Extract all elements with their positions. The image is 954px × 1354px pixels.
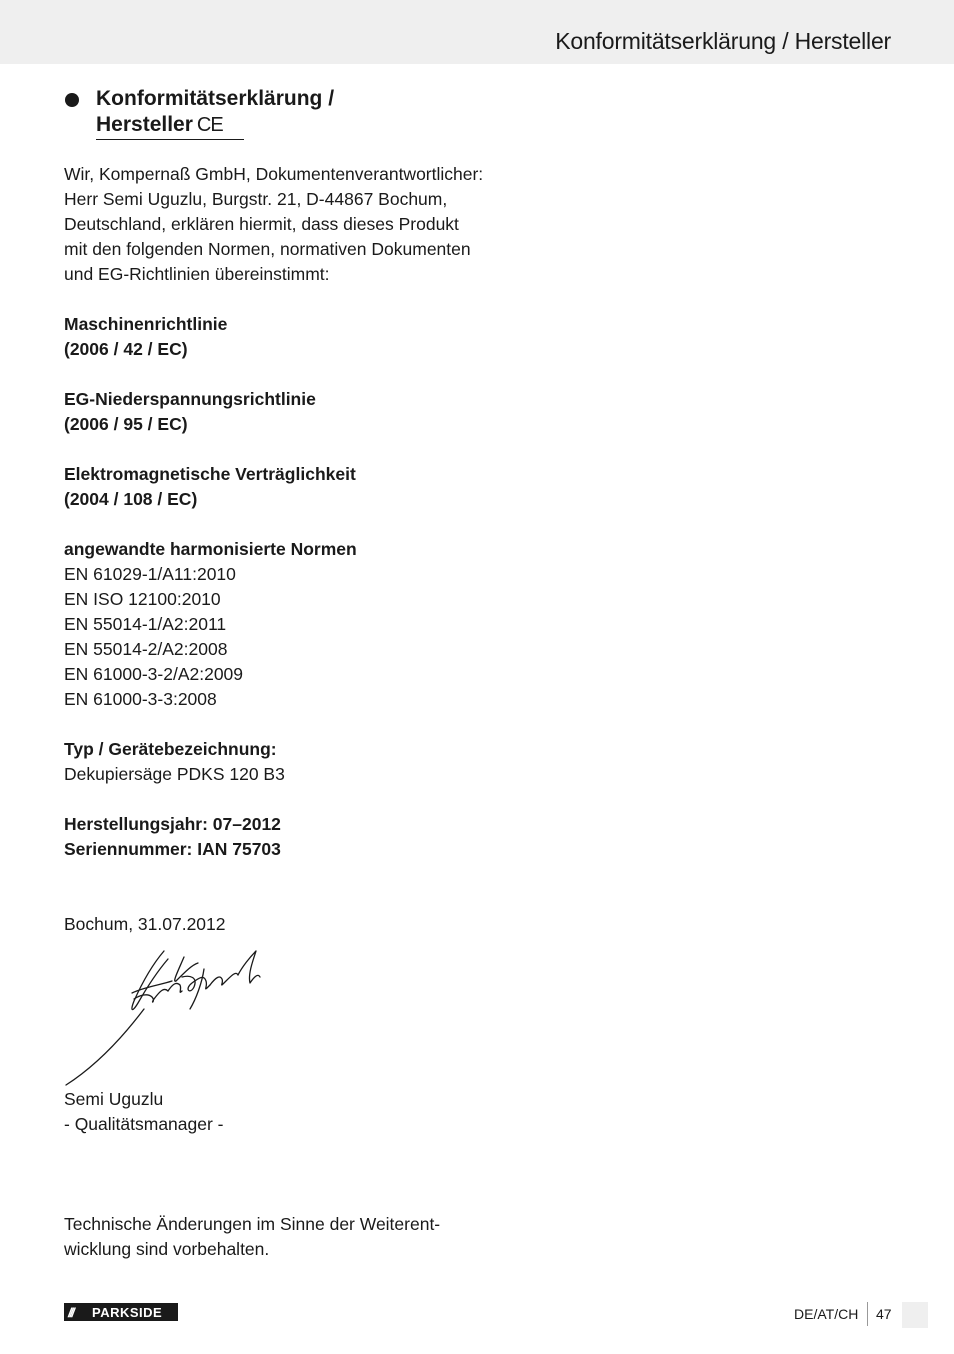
directive-name: EG-Niederspannungsrichtlinie bbox=[64, 389, 316, 409]
section-title-line2: Hersteller bbox=[96, 113, 193, 136]
technical-notice-line: wicklung sind vorbehalten. bbox=[64, 1239, 270, 1259]
signatory-name: Semi Uguzlu bbox=[64, 1089, 164, 1109]
footer-box bbox=[902, 1302, 928, 1328]
intro-line: Deutschland, erklären hiermit, dass dieses Produkt bbox=[64, 214, 459, 234]
section-title bbox=[96, 86, 334, 138]
signatory-role: - Qualitätsmanager - bbox=[64, 1114, 224, 1134]
section-title-line2-row bbox=[96, 112, 334, 138]
directive-low-voltage bbox=[64, 387, 484, 437]
footer-locale: DE/AT/CH bbox=[794, 1306, 859, 1322]
place-date: Bochum, 31.07.2012 bbox=[64, 914, 226, 934]
page-number: 47 bbox=[876, 1306, 892, 1322]
standard-item: EN 55014-2/A2:2008 bbox=[64, 639, 228, 659]
directive-name: Maschinenrichtlinie bbox=[64, 314, 228, 334]
standards-block bbox=[64, 537, 484, 712]
standard-item: EN ISO 12100:2010 bbox=[64, 589, 221, 609]
standards-label: angewandte harmonisierte Normen bbox=[64, 539, 357, 559]
intro-line: mit den folgenden Normen, normativen Dokumenten bbox=[64, 239, 471, 259]
directive-code: (2004 / 108 / EC) bbox=[64, 489, 198, 509]
page-header-title: Konformitätserklärung / Hersteller bbox=[555, 28, 891, 54]
logo-text: PARKSIDE bbox=[92, 1304, 163, 1320]
directive-code: (2006 / 42 / EC) bbox=[64, 339, 188, 359]
signature-image bbox=[64, 947, 274, 1087]
directive-code: (2006 / 95 / EC) bbox=[64, 414, 188, 434]
ce-mark-icon: CE bbox=[196, 114, 223, 136]
standard-item: EN 61029-1/A11:2010 bbox=[64, 564, 236, 584]
standard-item: EN 55014-1/A2:2011 bbox=[64, 614, 227, 634]
directive-name: Elektromagnetische Verträglichkeit bbox=[64, 464, 356, 484]
bullet-icon bbox=[65, 93, 79, 107]
intro-line: und EG-Richtlinien übereinstimmt: bbox=[64, 264, 330, 284]
serial-number: Seriennummer: IAN 75703 bbox=[64, 839, 281, 859]
heading-underline bbox=[96, 139, 244, 140]
type-label: Typ / Gerätebezeichnung: bbox=[64, 739, 277, 759]
logo-slashes-icon: /// bbox=[68, 1304, 73, 1320]
footer-divider bbox=[867, 1302, 868, 1326]
intro-paragraph bbox=[64, 162, 484, 287]
standard-item: EN 61000-3-3:2008 bbox=[64, 689, 217, 709]
type-block bbox=[64, 737, 484, 787]
parkside-logo bbox=[64, 1303, 178, 1321]
signatory-block bbox=[64, 1087, 224, 1137]
type-value: Dekupiersäge PDKS 120 B3 bbox=[64, 764, 285, 784]
declaration-body bbox=[64, 162, 484, 937]
directive-emc bbox=[64, 462, 484, 512]
directive-machinery bbox=[64, 312, 484, 362]
standard-item: EN 61000-3-2/A2:2009 bbox=[64, 664, 244, 684]
production-block bbox=[64, 812, 484, 862]
production-year: Herstellungsjahr: 07–2012 bbox=[64, 814, 281, 834]
technical-notice bbox=[64, 1212, 440, 1262]
technical-notice-line: Technische Änderungen im Sinne der Weiterent- bbox=[64, 1214, 441, 1234]
intro-line: Herr Semi Uguzlu, Burgstr. 21, D-44867 Bochum, bbox=[64, 189, 448, 209]
section-title-line1: Konformitätserklärung / bbox=[96, 87, 335, 110]
intro-line: Wir, Kompernaß GmbH, Dokumentenverantwortlicher: bbox=[64, 164, 484, 184]
